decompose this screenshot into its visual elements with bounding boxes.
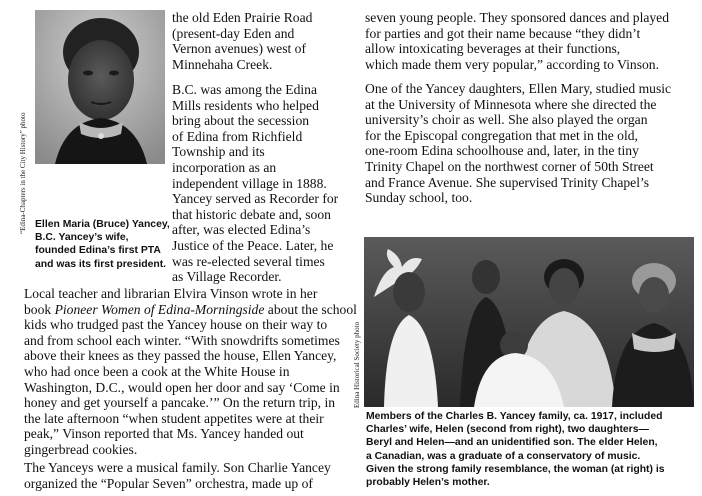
family-caption [366, 410, 665, 489]
book-title: Pioneer Women of Edina-Morningside [54, 301, 265, 317]
text-line: kids who trudged past the Yancey house on their way to [24, 317, 328, 333]
portrait-credit: “Edina-Chapters in the City History” photo [19, 112, 27, 234]
col2-ellen-paragraph [365, 81, 671, 206]
text-line: Justice of the Peace. Later, he [172, 237, 334, 253]
text-line: gingerbread cookies. [24, 441, 138, 457]
text-line: independent village in 1888. [172, 175, 327, 191]
text-line: One of the Yancey daughters, Ellen Mary, studied music [365, 81, 672, 96]
portrait-caption [35, 218, 170, 271]
text-line: university’s choir as well. She also played the organ [365, 112, 648, 128]
text-line: after, was elected Edina’s [172, 222, 311, 238]
text-line: at the University of Minnesota where she directed the [365, 96, 657, 112]
text-line: Sunday school, too. [365, 190, 473, 206]
text-line: Vernon avenues) west of [172, 41, 307, 57]
col1-top-paragraph [172, 10, 312, 72]
text-line: incorporation as an [172, 159, 277, 175]
col1-musical-paragraph [24, 460, 331, 491]
caption-line: Charles’ wife, Helen (second from right), two daughters— [366, 424, 649, 436]
portrait-image [35, 10, 165, 164]
caption-line: Members of the Charles B. Yancey family, ca. 1917, included [366, 411, 663, 422]
text-line: bring about the secession [172, 113, 310, 129]
caption-line: Beryl and Helen—and an unidentified son. The elder Helen, [366, 437, 658, 449]
caption-line: Given the strong family resemblance, the woman (at right) is [366, 463, 665, 475]
text-line: above their knees as they passed the house, Ellen Yancey, [24, 348, 337, 364]
text-line: and from school each winter. “With snowdrifts sometimes [24, 332, 340, 348]
text-line: Mills residents who helped [172, 97, 319, 113]
text-line: the old Eden Prairie Road [172, 10, 313, 25]
text-line: organized the “Popular Seven” orchestra, made up of [24, 475, 313, 491]
text-line: (present-day Eden and [172, 25, 295, 41]
text-line: as Village Recorder. [172, 269, 282, 285]
col1-bc-paragraph [172, 82, 338, 285]
text-line: for parties and got their name because “they didn’t [365, 25, 641, 41]
text-line: honey and get yourself a pancake.’” On the return trip, in [24, 395, 336, 411]
text-line: Washington, D.C., would open her door and say ‘Come in [24, 379, 340, 395]
text-line [24, 302, 357, 318]
text-line: the late afternoon “when student appetites were at their [24, 410, 324, 426]
text-fragment: book [24, 301, 52, 317]
text-line: of Edina from Richfield [172, 128, 303, 144]
text-line: Yancey served as Recorder for [172, 191, 339, 207]
caption-line: and was its first president. [35, 258, 167, 270]
caption-line: probably Helen’s mother. [366, 477, 490, 489]
text-line: and France Avenue. She supervised Trinity Chapel’s [365, 174, 650, 190]
text-line: Trinity Chapel on the northwest corner of 50th Street [365, 158, 654, 174]
text-line: that historic debate and, soon [172, 206, 331, 222]
family-photo [364, 237, 694, 407]
caption-line: Ellen Maria (Bruce) Yancey, [35, 219, 170, 230]
text-line: Minnehaha Creek. [172, 56, 273, 72]
text-line: B.C. was among the Edina [172, 82, 317, 97]
text-line: seven young people. They sponsored dances and played [365, 10, 670, 25]
text-line: which made them very popular,” according to Vinson. [365, 56, 659, 72]
text-line: one-room Edina schoolhouse and, later, in the tiny [365, 143, 639, 159]
text-line: who had once been a cook at the White House in [24, 363, 290, 379]
caption-line: founded Edina’s first PTA [35, 245, 161, 257]
caption-line: B.C. Yancey’s wife, [35, 232, 129, 244]
text-line: was re-elected several times [172, 253, 325, 269]
col1-vinson-paragraph [24, 286, 357, 458]
text-line: Local teacher and librarian Elvira Vinson wrote in her [24, 286, 318, 301]
text-line: Township and its [172, 144, 265, 160]
portrait-photo [35, 10, 165, 164]
text-fragment: about the school [267, 301, 357, 317]
text-line: allow intoxicating beverages at their functions, [365, 41, 621, 57]
col2-top-paragraph [365, 10, 669, 72]
text-line: peak,” Vinson reported that Ms. Yancey handed out [24, 426, 304, 442]
caption-line: a Canadian, was a graduate of a conservatory of music. [366, 450, 641, 462]
text-line: The Yanceys were a musical family. Son Charlie Yancey [24, 460, 331, 475]
text-line: for the Episcopal congregation that met in the old, [365, 127, 638, 143]
family-credit: Edina Historical Society photo [353, 321, 361, 408]
family-image [364, 237, 694, 407]
